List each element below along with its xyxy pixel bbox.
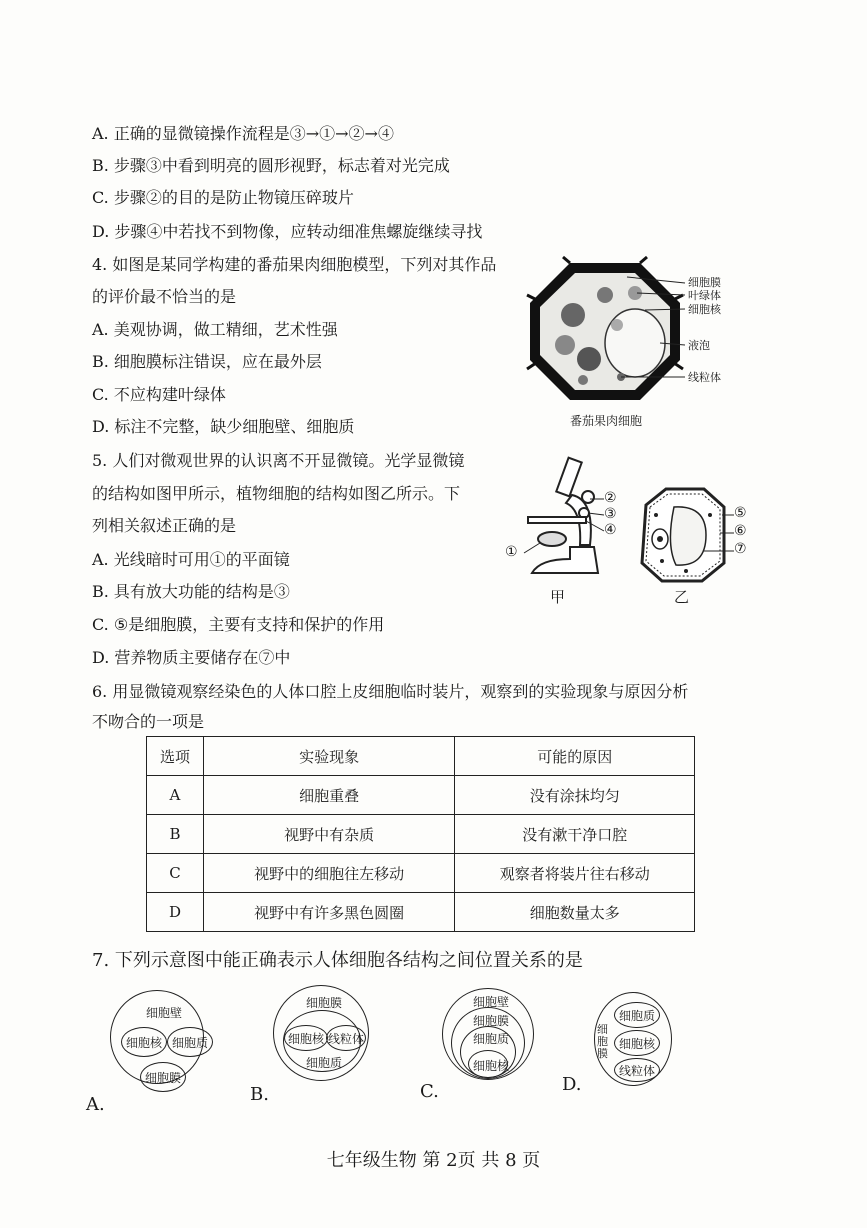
q4-option-b: B. 细胞膜标注错误，应在最外层 bbox=[92, 352, 322, 371]
cell-cause: 细胞数量太多 bbox=[455, 893, 695, 932]
q5-option-b: B. 具有放大功能的结构是③ bbox=[92, 582, 290, 601]
label-cell-membrane: 细胞膜 bbox=[688, 276, 721, 289]
microscope-mark-3: ③ bbox=[604, 506, 617, 522]
header-option: 选项 bbox=[147, 737, 204, 776]
cell-mark-7: ⑦ bbox=[734, 541, 747, 557]
q3-option-d: D. 步骤④中若找不到物像，应转动细准焦螺旋继续寻找 bbox=[92, 222, 483, 241]
q7-label-c: C. bbox=[420, 1081, 439, 1102]
q3-option-a: A. 正确的显微镜操作流程是③→①→②→④ bbox=[92, 124, 394, 143]
microscope-mark-2: ② bbox=[604, 490, 617, 506]
diagram-c-text-wall: 细胞壁 bbox=[473, 995, 510, 1009]
q3-option-b: B. 步骤③中看到明亮的圆形视野，标志着对光完成 bbox=[92, 156, 450, 175]
header-phenomenon: 实验现象 bbox=[203, 737, 455, 776]
page-footer: 七年级生物 第 2页 共 8 页 bbox=[326, 1150, 541, 1171]
diagram-c-text-nucleus: 细胞核 bbox=[473, 1059, 510, 1073]
q6-table bbox=[146, 736, 695, 932]
microscope-mark-4: ④ bbox=[604, 522, 617, 538]
diagram-a-text-cytoplasm: 细胞质 bbox=[172, 1036, 209, 1050]
microscope-caption: 甲 bbox=[550, 588, 566, 606]
cell-phenomenon: 视野中有杂质 bbox=[203, 815, 455, 854]
q7-label-b: B. bbox=[250, 1084, 269, 1105]
q4-option-a: A. 美观协调，做工精细，艺术性强 bbox=[92, 320, 338, 339]
q6-stem-line-2: 不吻合的一项是 bbox=[92, 712, 205, 731]
microscope-mark-1: ① bbox=[505, 544, 518, 560]
diagram-b-text-mitochondria: 线粒体 bbox=[328, 1032, 365, 1046]
cell-cause: 没有漱干净口腔 bbox=[455, 815, 695, 854]
cell-option: B bbox=[147, 815, 204, 854]
label-chloroplast: 叶绿体 bbox=[688, 289, 721, 302]
cell-option: D bbox=[147, 893, 204, 932]
table-row bbox=[147, 815, 695, 854]
diagram-c-text-membrane: 细胞膜 bbox=[473, 1014, 510, 1028]
table-row bbox=[147, 776, 695, 815]
q5-option-a: A. 光线暗时可用①的平面镜 bbox=[92, 550, 290, 569]
plant-cell-figure bbox=[636, 485, 751, 605]
cell-phenomenon: 细胞重叠 bbox=[203, 776, 455, 815]
q7-label-d: D. bbox=[562, 1074, 582, 1095]
diagram-b-text-outer: 细胞膜 bbox=[306, 996, 343, 1010]
label-nucleus: 细胞核 bbox=[688, 303, 721, 316]
diagram-d-text-membrane: 细胞膜 bbox=[597, 1023, 608, 1060]
diagram-a-text-nucleus: 细胞核 bbox=[126, 1036, 163, 1050]
table-header-row bbox=[147, 737, 695, 776]
q5-option-d: D. 营养物质主要储存在⑦中 bbox=[92, 648, 291, 667]
tomato-cell-figure bbox=[525, 255, 740, 435]
cell-mark-6: ⑥ bbox=[734, 523, 747, 539]
cell-phenomenon: 视野中的细胞往左移动 bbox=[203, 854, 455, 893]
plant-cell-caption: 乙 bbox=[674, 588, 690, 606]
q4-stem-line-2: 的评价最不恰当的是 bbox=[92, 287, 237, 306]
diagram-d-text-nucleus: 细胞核 bbox=[619, 1037, 656, 1051]
q4-option-c: C. 不应构建叶绿体 bbox=[92, 385, 226, 404]
q7-stem: 7. 下列示意图中能正确表示人体细胞各结构之间位置关系的是 bbox=[92, 950, 583, 971]
table-row bbox=[147, 893, 695, 932]
q4-option-d: D. 标注不完整，缺少细胞壁、细胞质 bbox=[92, 417, 355, 436]
diagram-d-text-mitochondria: 线粒体 bbox=[619, 1064, 656, 1078]
diagram-d-text-cytoplasm: 细胞质 bbox=[619, 1009, 656, 1023]
q6-stem-line-1: 6. 用显微镜观察经染色的人体口腔上皮细胞临时装片，观察到的实验现象与原因分析 bbox=[92, 682, 689, 701]
table-row bbox=[147, 854, 695, 893]
cell-mark-5: ⑤ bbox=[734, 505, 747, 521]
diagram-b-text-nucleus: 细胞核 bbox=[288, 1032, 325, 1046]
q5-option-c: C. ⑤是细胞膜，主要有支持和保护的作用 bbox=[92, 615, 385, 634]
q3-option-c: C. 步骤②的目的是防止物镜压碎玻片 bbox=[92, 188, 354, 207]
label-mitochondria: 线粒体 bbox=[688, 371, 721, 384]
cell-option: C bbox=[147, 854, 204, 893]
tomato-cell-caption: 番茄果肉细胞 bbox=[570, 414, 643, 428]
header-cause: 可能的原因 bbox=[455, 737, 695, 776]
cell-cause: 观察者将装片往右移动 bbox=[455, 854, 695, 893]
q4-stem-line-1: 4. 如图是某同学构建的番茄果肉细胞模型，下列对其作品 bbox=[92, 255, 497, 274]
q5-stem-line-3: 列相关叙述正确的是 bbox=[92, 516, 237, 535]
cell-cause: 没有涂抹均匀 bbox=[455, 776, 695, 815]
diagram-b-text-cytoplasm: 细胞质 bbox=[306, 1056, 343, 1070]
q5-stem-line-2: 的结构如图甲所示，植物细胞的结构如图乙所示。下 bbox=[92, 484, 461, 503]
diagram-c-text-cytoplasm: 细胞质 bbox=[473, 1032, 510, 1046]
label-vacuole: 液泡 bbox=[688, 339, 710, 352]
cell-option: A bbox=[147, 776, 204, 815]
diagram-a-text-membrane: 细胞膜 bbox=[145, 1071, 182, 1085]
q5-stem-line-1: 5. 人们对微观世界的认识离不开显微镜。光学显微镜 bbox=[92, 451, 465, 470]
cell-phenomenon: 视野中有许多黑色圆圈 bbox=[203, 893, 455, 932]
diagram-a-text-outer: 细胞壁 bbox=[146, 1006, 183, 1020]
microscope-figure bbox=[500, 455, 630, 605]
q7-label-a: A. bbox=[86, 1094, 105, 1115]
